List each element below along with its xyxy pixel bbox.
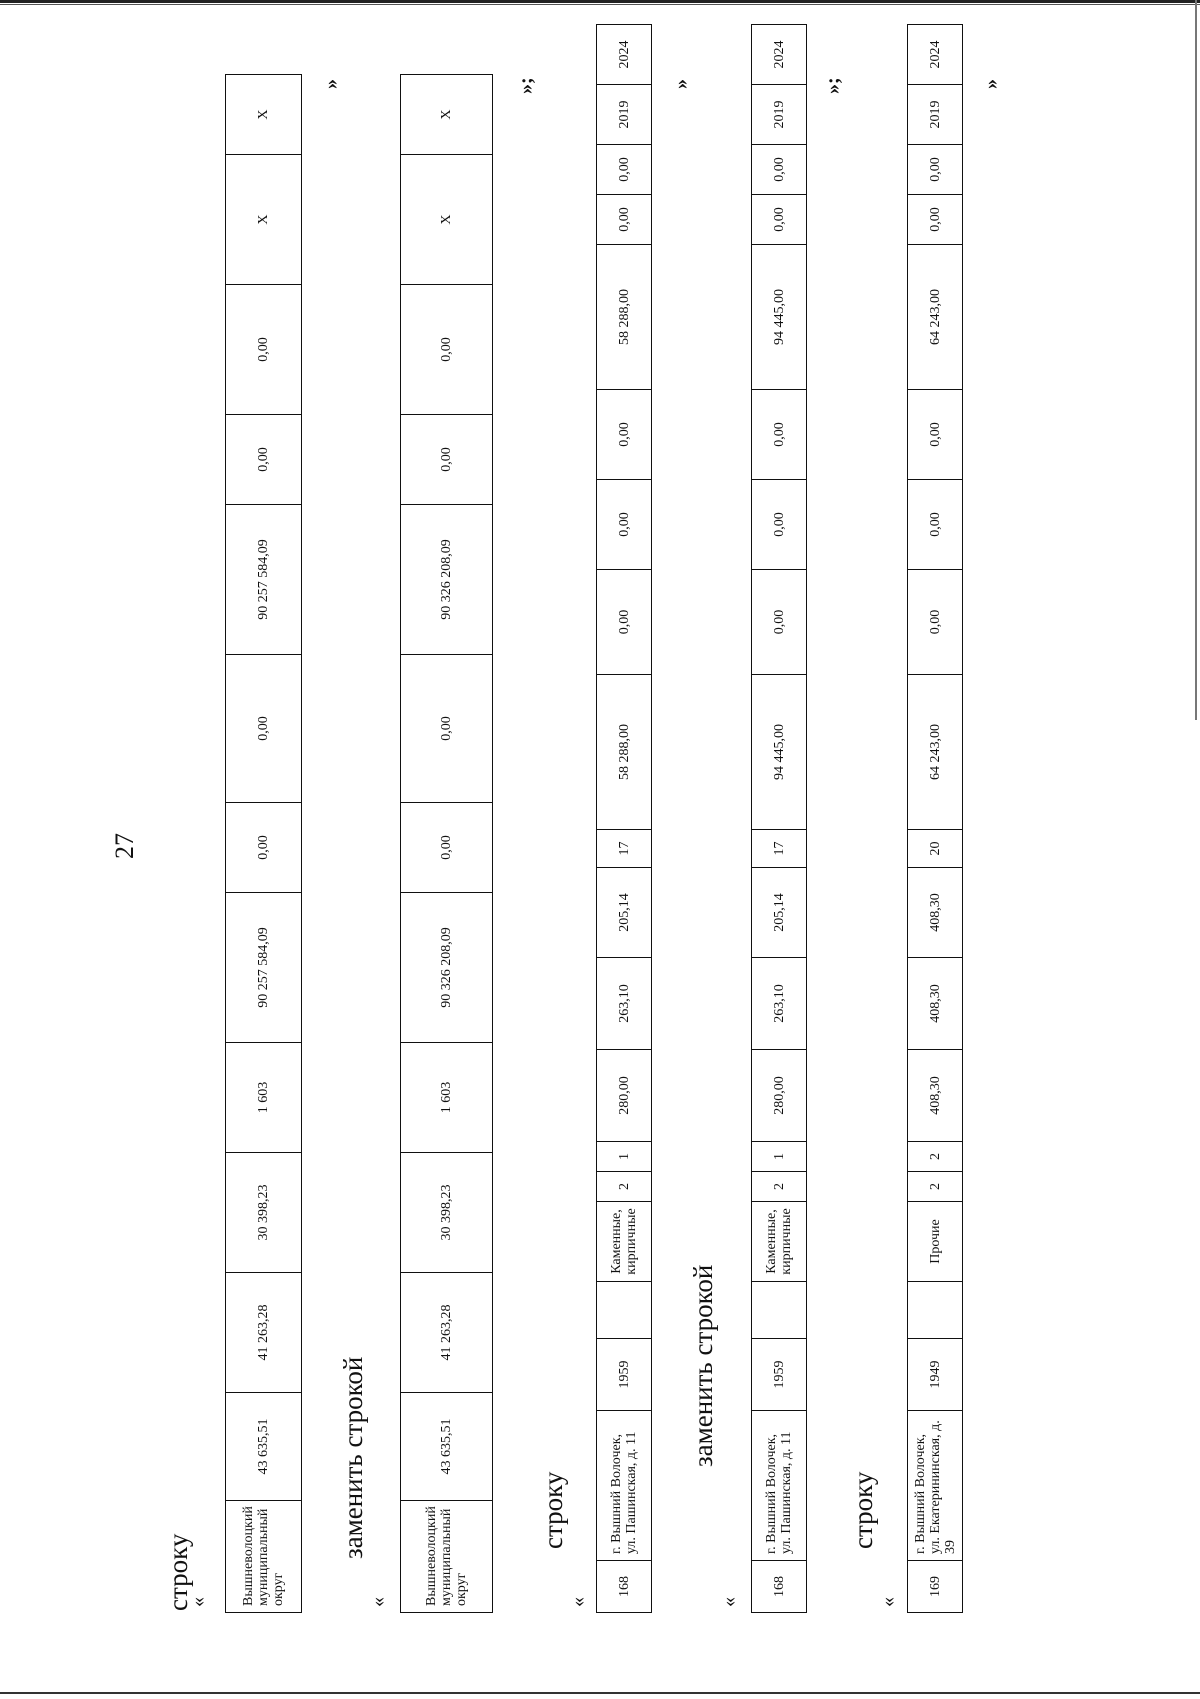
cell: 0,00 [752, 570, 807, 675]
cell: 2024 [908, 25, 963, 85]
cell: 408,30 [908, 868, 963, 958]
cell: 0,00 [597, 570, 652, 675]
cell: 0,00 [752, 390, 807, 480]
cell: 0,00 [226, 415, 302, 505]
cell: 2024 [597, 25, 652, 85]
phrase-row-2: строку [538, 1471, 568, 1549]
cell: 90 326 208,09 [401, 893, 493, 1043]
close-quote-2: »; [515, 77, 537, 94]
cell-municipality: Вышневолоцкий муниципальный округ [226, 1501, 302, 1613]
phrase-row-1: строку [163, 1533, 193, 1611]
cell: 90 257 584,09 [226, 893, 302, 1043]
cell: 94 445,00 [752, 245, 807, 390]
cell: 43 635,51 [401, 1393, 493, 1501]
cell: 0,00 [908, 195, 963, 245]
cell: 205,14 [597, 868, 652, 958]
cell: 0,00 [226, 285, 302, 415]
cell: X [226, 155, 302, 285]
cell: 0,00 [401, 285, 493, 415]
cell: 64 243,00 [908, 675, 963, 830]
cell-material: Каменные, кирпичные [597, 1202, 652, 1282]
phrase-row-3: строку [848, 1471, 878, 1549]
close-quote-3: » [670, 79, 692, 89]
cell: 2 [908, 1172, 963, 1202]
cell [752, 1282, 807, 1339]
cell: X [401, 75, 493, 155]
cell: 408,30 [908, 1050, 963, 1142]
cell-year: 1959 [597, 1339, 652, 1411]
cell: 0,00 [597, 390, 652, 480]
cell: 0,00 [597, 480, 652, 570]
cell: 280,00 [752, 1050, 807, 1142]
cell: 30 398,23 [401, 1153, 493, 1273]
cell: 0,00 [401, 655, 493, 803]
open-quote-4: « [718, 1597, 740, 1607]
cell: 2019 [752, 85, 807, 145]
cell-row-number: 168 [752, 1561, 807, 1613]
cell: 64 243,00 [908, 245, 963, 390]
cell: 0,00 [401, 415, 493, 505]
summary-table-2 [400, 74, 493, 1613]
open-quote-3: « [567, 1597, 589, 1607]
house-table-3 [907, 24, 963, 1613]
open-quote-1: « [187, 1597, 209, 1607]
cell-address: г. Вышний Волочек, ул. Екатерининская, д. 39 [908, 1411, 963, 1561]
cell: 2024 [752, 25, 807, 85]
cell: 263,10 [752, 958, 807, 1050]
cell: 0,00 [597, 145, 652, 195]
cell-municipality: Вышневолоцкий муниципальный округ [401, 1501, 493, 1613]
house-table-1 [596, 24, 652, 1613]
close-quote-4: »; [822, 77, 844, 94]
house-table-2 [751, 24, 807, 1613]
cell: 58 288,00 [597, 245, 652, 390]
phrase-replace-2: заменить строкой [688, 1264, 718, 1467]
cell: 408,30 [908, 958, 963, 1050]
cell [908, 1282, 963, 1339]
cell: 90 257 584,09 [226, 505, 302, 655]
cell: 58 288,00 [597, 675, 652, 830]
cell: 2019 [597, 85, 652, 145]
close-quote-1: » [320, 79, 342, 89]
cell: 17 [597, 830, 652, 868]
cell: 0,00 [908, 570, 963, 675]
cell: 0,00 [597, 195, 652, 245]
cell: 30 398,23 [226, 1153, 302, 1273]
cell-row-number: 169 [908, 1561, 963, 1613]
cell-address: г. Вышний Волочек, ул. Пашинская, д. 11 [597, 1411, 652, 1561]
close-quote-5: » [980, 79, 1002, 89]
open-quote-5: « [877, 1597, 899, 1607]
cell: 1 [752, 1142, 807, 1172]
cell: 1 603 [226, 1043, 302, 1153]
cell: 0,00 [752, 145, 807, 195]
cell-year: 1949 [908, 1339, 963, 1411]
cell: 43 635,51 [226, 1393, 302, 1501]
cell: 2019 [908, 85, 963, 145]
cell: 41 263,28 [401, 1273, 493, 1393]
cell: X [226, 75, 302, 155]
open-quote-2: « [367, 1597, 389, 1607]
cell: 0,00 [908, 390, 963, 480]
cell-year: 1959 [752, 1339, 807, 1411]
cell: 41 263,28 [226, 1273, 302, 1393]
cell: 1 [597, 1142, 652, 1172]
cell: 280,00 [597, 1050, 652, 1142]
cell: 205,14 [752, 868, 807, 958]
cell: 2 [597, 1172, 652, 1202]
phrase-replace-1: заменить строкой [338, 1356, 368, 1559]
cell-material: Каменные, кирпичные [752, 1202, 807, 1282]
page-number: 27 [110, 833, 139, 859]
cell-material: Прочие [908, 1202, 963, 1282]
cell: 0,00 [752, 195, 807, 245]
summary-table-1 [225, 74, 302, 1613]
cell: 2 [908, 1142, 963, 1172]
cell: 90 326 208,09 [401, 505, 493, 655]
cell: 20 [908, 830, 963, 868]
cell-address: г. Вышний Волочек, ул. Пашинская, д. 11 [752, 1411, 807, 1561]
cell [597, 1282, 652, 1339]
cell: 263,10 [597, 958, 652, 1050]
cell: 17 [752, 830, 807, 868]
cell: 0,00 [401, 803, 493, 893]
cell: 0,00 [908, 145, 963, 195]
cell: 94 445,00 [752, 675, 807, 830]
cell-row-number: 168 [597, 1561, 652, 1613]
cell: 0,00 [226, 655, 302, 803]
cell: 1 603 [401, 1043, 493, 1153]
cell: 0,00 [752, 480, 807, 570]
cell: X [401, 155, 493, 285]
cell: 0,00 [908, 480, 963, 570]
cell: 0,00 [226, 803, 302, 893]
cell: 2 [752, 1172, 807, 1202]
